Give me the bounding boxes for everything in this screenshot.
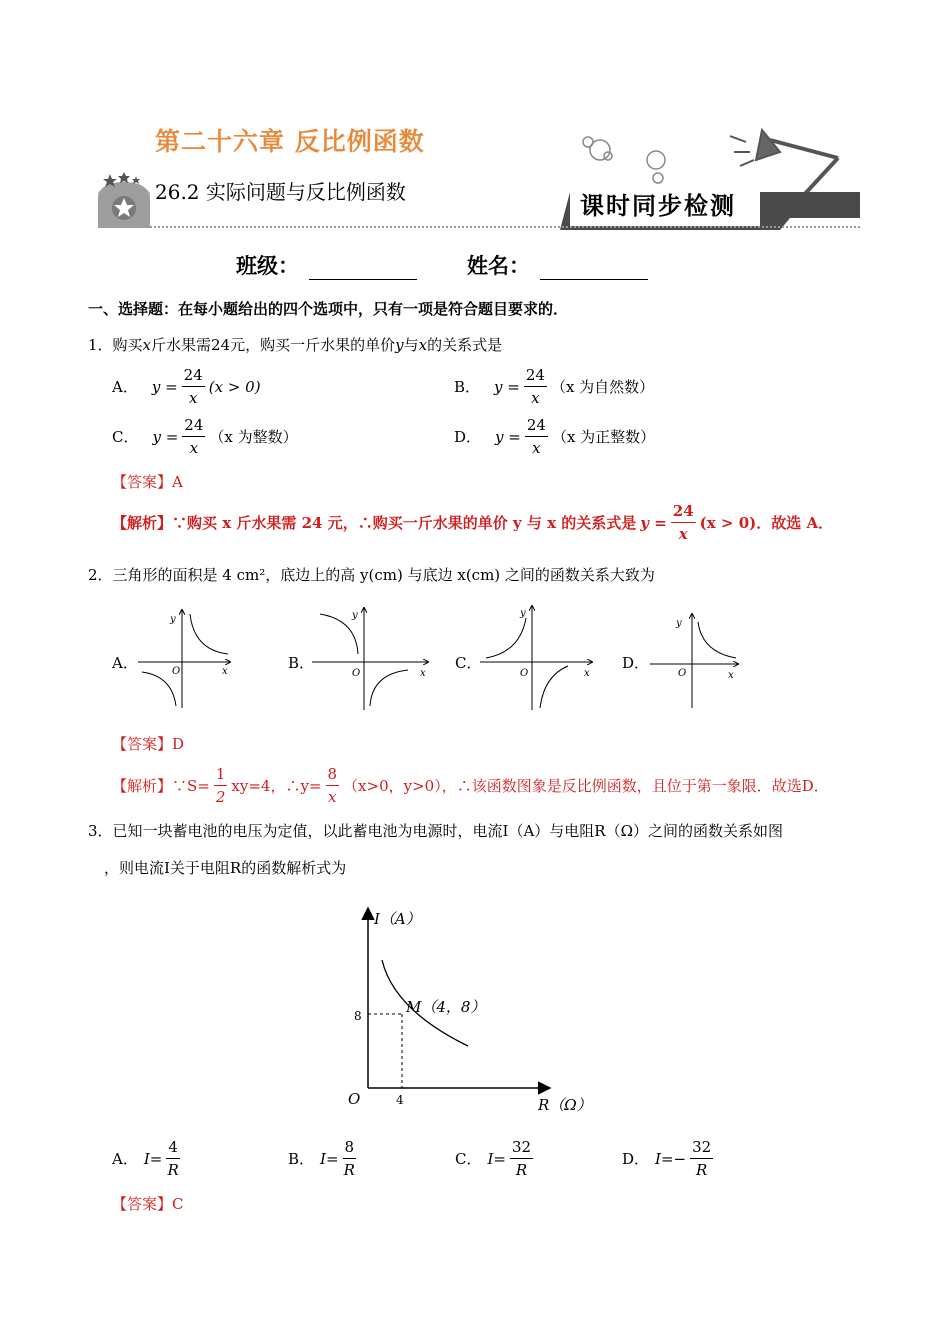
q1-option-d[interactable]: D． y = $\frac{24}{x}$ （x 为正整数） bbox=[454, 416, 656, 457]
name-label: 姓名： bbox=[467, 254, 530, 278]
q3-origin: O bbox=[348, 1090, 361, 1108]
q3-point-label: M（4，8） bbox=[406, 998, 486, 1016]
q2-label-d[interactable]: D． bbox=[622, 654, 650, 672]
q3-answer: 【答案】C bbox=[112, 1195, 184, 1213]
q2-answer: 【答案】D bbox=[112, 735, 185, 753]
q2-label-a[interactable]: A． bbox=[112, 654, 138, 672]
star-badge-icon bbox=[98, 172, 150, 228]
q1-stem: 1．购买x斤水果需24元，购买一斤水果的单价y与x的关系式是 bbox=[88, 336, 503, 354]
svg-text:O: O bbox=[678, 668, 687, 679]
q1-option-c[interactable]: C． y = $\frac{24}{x}$ （x 为整数） bbox=[112, 416, 298, 457]
svg-text:O: O bbox=[172, 666, 181, 677]
q2-label-b[interactable]: B． bbox=[288, 654, 315, 672]
class-label: 班级： bbox=[236, 254, 299, 278]
svg-text:y: y bbox=[676, 618, 682, 629]
q2-graph-a[interactable] bbox=[138, 606, 234, 710]
svg-text:y: y bbox=[520, 608, 526, 619]
q3-y-axis-label: I（A） bbox=[374, 910, 421, 928]
q3-option-b[interactable]: B． I= $\frac{8}{R}$ bbox=[288, 1138, 355, 1179]
bubble-decoration bbox=[583, 137, 665, 183]
banner-title: 课时同步检测 bbox=[580, 191, 736, 220]
q3-stem-line1: 3．已知一块蓄电池的电压为定值，以此蓄电池为电源时，电流I（A）与电阻R（Ω）之间的函数关系如图 bbox=[88, 822, 784, 840]
q2-graph-b[interactable] bbox=[312, 606, 434, 712]
header-divider bbox=[145, 226, 860, 232]
q3-option-a[interactable]: A． I= $\frac{4}{R}$ bbox=[112, 1138, 179, 1179]
q2-stem: 2．三角形的面积是 4 cm²，底边上的高 y(cm) 与底边 x(cm) 之间的函数关系大致为 bbox=[88, 566, 655, 584]
chapter-title: 第二十六章 反比例函数 bbox=[155, 127, 425, 156]
q3-option-c[interactable]: C． I= $\frac{32}{R}$ bbox=[455, 1138, 532, 1179]
svg-text:O: O bbox=[352, 668, 361, 679]
section-title: 26.2 实际问题与反比例函数 bbox=[155, 180, 406, 204]
q1-answer: 【答案】A bbox=[112, 473, 183, 491]
svg-text:O: O bbox=[520, 668, 529, 679]
svg-text:x: x bbox=[728, 670, 734, 681]
q3-x-axis-label: R（Ω） bbox=[538, 1096, 592, 1114]
svg-text:x: x bbox=[584, 668, 590, 679]
svg-text:x: x bbox=[420, 668, 426, 679]
section-heading: 一、选择题：在每小题给出的四个选项中，只有一项是符合题目要求的． bbox=[88, 300, 569, 318]
q1-option-a[interactable]: A． y = $\frac{24}{x}$ (x > 0) bbox=[112, 366, 261, 407]
header-decoration bbox=[90, 100, 870, 240]
svg-text:x: x bbox=[222, 666, 228, 677]
student-info-row bbox=[236, 250, 698, 280]
q2-graph-d[interactable] bbox=[650, 612, 742, 710]
q2-graph-c[interactable] bbox=[480, 604, 596, 712]
class-blank[interactable] bbox=[309, 260, 417, 280]
q3-tick-x: 4 bbox=[396, 1093, 404, 1107]
name-blank[interactable] bbox=[540, 260, 648, 280]
q3-tick-y: 8 bbox=[354, 1009, 362, 1023]
q3-stem-line2: ，则电流I关于电阻R的函数解析式为 bbox=[104, 859, 347, 877]
q1-option-b[interactable]: B． y = $\frac{24}{x}$ （x 为自然数） bbox=[454, 366, 655, 407]
svg-text:y: y bbox=[170, 614, 176, 625]
svg-text:y: y bbox=[352, 610, 358, 621]
q2-label-c[interactable]: C． bbox=[455, 654, 482, 672]
q2-solution: 【解析】∵S= $\frac{1}{2}$ xy=4，∴y= $\frac{8}{x}$ （x>0，y>0），∴该函数图象是反比例函数，且位于第一象限．故选D． bbox=[112, 765, 829, 806]
q3-graph bbox=[340, 900, 600, 1120]
q1-solution: 【解析】∵购买 x 斤水果需 24 元，∴购买一斤水果的单价 y 与 x 的关系式是 y = $\frac{24}{x}$ (x > 0)．故选 A． bbox=[112, 502, 834, 543]
q3-option-d[interactable]: D． I=− $\frac{32}{R}$ bbox=[622, 1138, 712, 1179]
